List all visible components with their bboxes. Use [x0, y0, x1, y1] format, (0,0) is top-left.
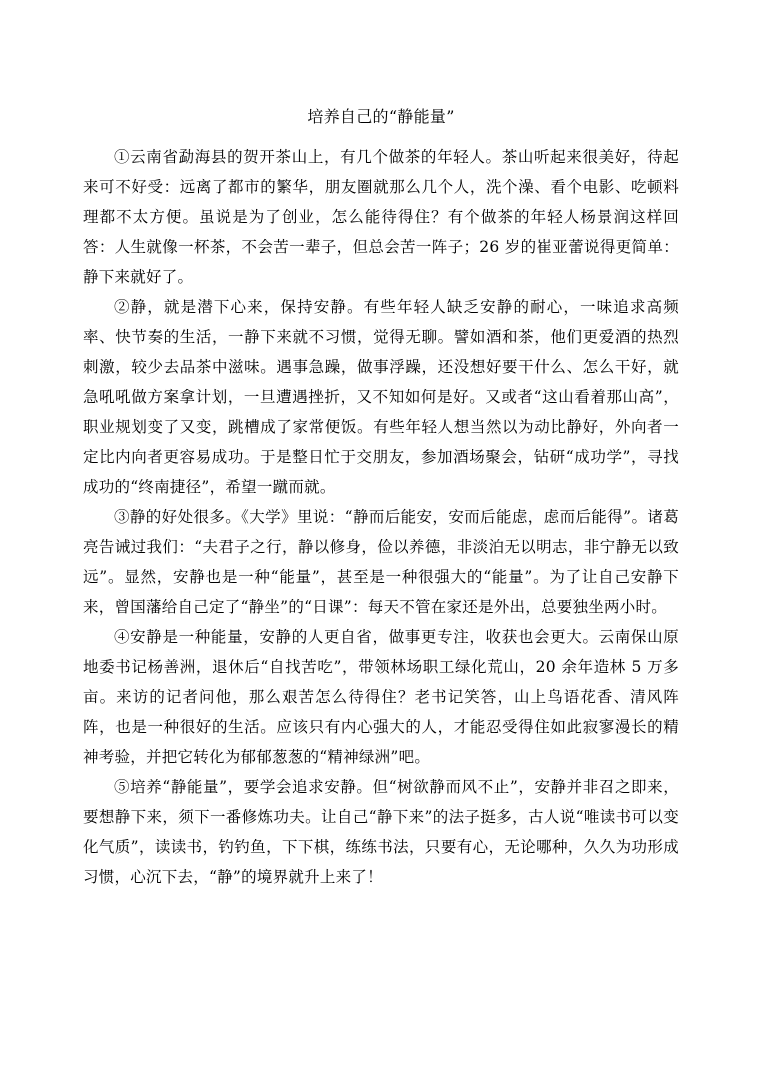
article-body [83, 102, 679, 892]
paragraph-5: ⑤培养“静能量”，要学会追求安静。但“树欲静而风不止”，安静并非召之即来，要想静下来，须下一番修炼功夫。让自己“静下来”的法子挺多，古人说“唯读书可以变化气质”，读读书，钓钓鱼，下下棋，练练书法，只要有心，无论哪种，久久为功形成习惯，心沉下去，“静”的境界就升上来了！ [83, 778, 679, 886]
article-title: 培养自己的“静能量” [307, 107, 455, 126]
paragraph-4: ④安静是一种能量，安静的人更自省，做事更专注，收获也会更大。云南保山原地委书记杨善洲，退休后“自找苦吃”，带领林场职工绿化荒山，20 余年造林 5 万多亩。来访的记者问他，那么艰苦怎么待得住？老书记笑答，山上鸟语花香、清风阵阵，也是一种很好的生活。应该只有内心强大的人，才能忍受得住如此寂寥漫长的精神考验，并把它转化为郁郁葱葱的“精神绿洲”吧。 [83, 628, 679, 766]
paragraph-3: ③静的好处很多。《大学》里说：“静而后能安，安而后能虑，虑而后能得”。诸葛亮告诫过我们：“夫君子之行，静以修身，俭以养德，非淡泊无以明志，非宁静无以致远”。显然，安静也是一种“能量”，甚至是一种很强大的“能量”。为了让自己安静下来，曾国藩给自己定了“静坐”的“日课”：每天不管在家还是外出，总要独坐两小时。 [83, 508, 679, 616]
paragraph-2: ②静，就是潜下心来，保持安静。有些年轻人缺乏安静的耐心，一味追求高频率、快节奏的生活，一静下来就不习惯，觉得无聊。譬如酒和茶，他们更爱酒的热烈刺激，较少去品茶中滋味。遇事急躁，做事浮躁，还没想好要干什么、怎么干好，就急吼吼做方案拿计划，一旦遭遇挫折，又不知如何是好。又或者“这山看着那山高”，职业规划变了又变，跳槽成了家常便饭。有些年轻人想当然以为动比静好，外向者一定比内向者更容易成功。于是整日忙于交朋友，参加酒场聚会，钻研“成功学”，寻找成功的“终南捷径”，希望一蹴而就。 [83, 298, 679, 496]
paragraph-1: ①云南省勐海县的贺开茶山上，有几个做茶的年轻人。茶山听起来很美好，待起来可不好受：远离了都市的繁华，朋友圈就那么几个人，洗个澡、看个电影、吃顿料理都不太方便。虽说是为了创业，怎么能待得住？有个做茶的年轻人杨景润这样回答：人生就像一杯茶，不会苦一辈子，但总会苦一阵子；26 岁的崔亚蕾说得更简单：静下来就好了。 [83, 148, 679, 286]
